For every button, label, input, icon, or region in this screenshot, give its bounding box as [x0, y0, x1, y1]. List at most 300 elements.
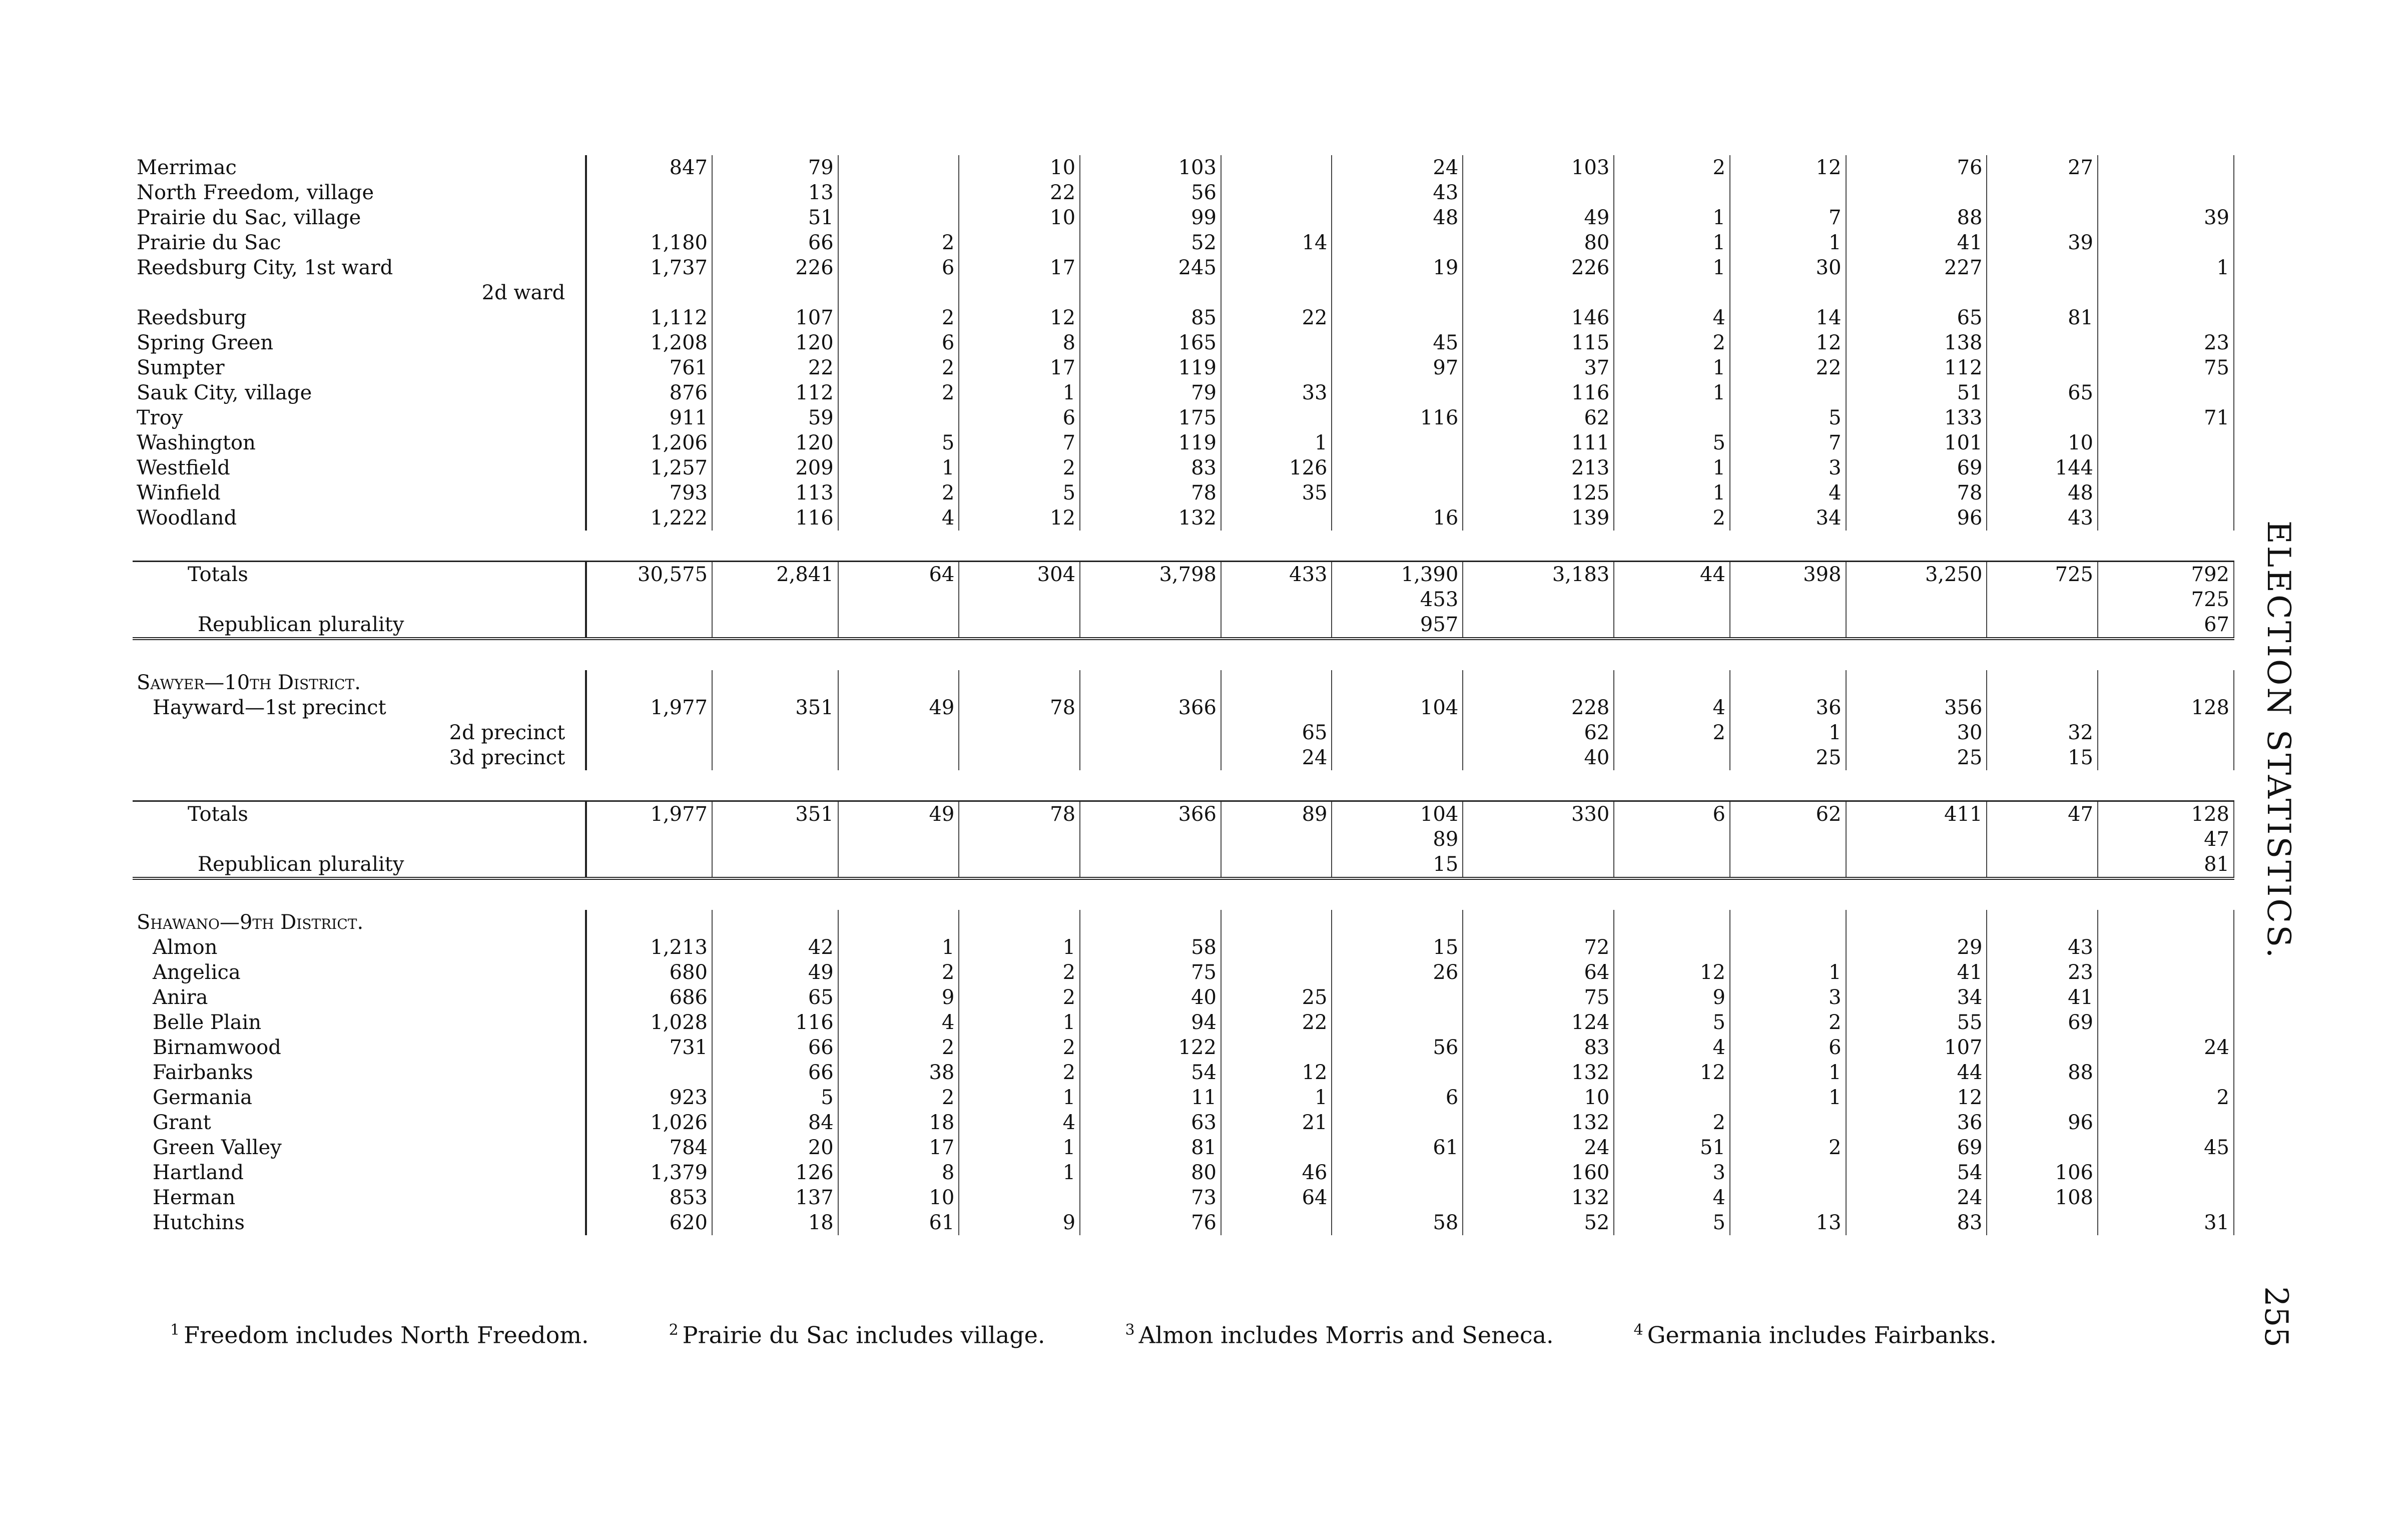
- vote-cell: [959, 852, 1080, 878]
- vote-cell: 52: [1080, 230, 1221, 255]
- vote-cell: 366: [1080, 801, 1221, 827]
- vote-cell: [2098, 985, 2234, 1010]
- vote-cell: [1730, 670, 1846, 695]
- vote-cell: [838, 612, 959, 639]
- vote-cell: 1: [1614, 480, 1730, 505]
- vote-cell: [2098, 505, 2234, 531]
- vote-cell: 2: [838, 305, 959, 330]
- row-label: Sauk City, village: [133, 380, 586, 405]
- vote-cell: 33: [1221, 380, 1332, 405]
- vote-cell: 12: [959, 305, 1080, 330]
- vote-cell: [1463, 180, 1614, 205]
- vote-cell: [1221, 405, 1332, 430]
- vote-cell: 88: [1846, 205, 1987, 230]
- vote-cell: [1730, 587, 1846, 612]
- vote-cell: [1987, 612, 2098, 639]
- vote-cell: 761: [586, 355, 712, 380]
- vote-cell: 75: [2098, 355, 2234, 380]
- vote-cell: 83: [1080, 455, 1221, 480]
- vote-cell: 35: [1221, 480, 1332, 505]
- vote-cell: [2098, 910, 2234, 935]
- vote-cell: 22: [1221, 305, 1332, 330]
- vote-cell: [1463, 587, 1614, 612]
- vote-cell: [1614, 852, 1730, 878]
- vote-cell: [1846, 852, 1987, 878]
- vote-cell: 47: [2098, 827, 2234, 852]
- vote-cell: [1463, 910, 1614, 935]
- vote-cell: 2: [959, 1060, 1080, 1085]
- vote-cell: 7: [1730, 205, 1846, 230]
- vote-cell: 228: [1463, 695, 1614, 720]
- vote-cell: 5: [959, 480, 1080, 505]
- vote-cell: 66: [712, 230, 838, 255]
- vote-cell: 24: [1332, 155, 1463, 180]
- vote-cell: [1080, 745, 1221, 770]
- vote-cell: [2098, 380, 2234, 405]
- vote-cell: 1: [1614, 355, 1730, 380]
- vote-cell: 38: [838, 1060, 959, 1085]
- vote-cell: 1: [1730, 960, 1846, 985]
- vote-cell: 75: [1463, 985, 1614, 1010]
- running-title: ELECTION STATISTICS.: [2260, 521, 2297, 960]
- vote-cell: [959, 280, 1080, 305]
- vote-cell: 85: [1080, 305, 1221, 330]
- vote-cell: 64: [1221, 1185, 1332, 1210]
- vote-cell: [586, 205, 712, 230]
- vote-cell: [1987, 405, 2098, 430]
- vote-cell: 116: [1463, 380, 1614, 405]
- footnote: [669, 1321, 1045, 1348]
- vote-cell: 29: [1846, 935, 1987, 960]
- vote-cell: 1: [1730, 1085, 1846, 1110]
- spacer-row: [133, 770, 2234, 801]
- row-label: Totals: [133, 562, 586, 588]
- vote-cell: 5: [1614, 1210, 1730, 1235]
- table-row: [133, 1185, 2234, 1210]
- vote-cell: 139: [1463, 505, 1614, 531]
- vote-cell: 144: [1987, 455, 2098, 480]
- vote-cell: 69: [1846, 1135, 1987, 1160]
- vote-cell: 146: [1463, 305, 1614, 330]
- vote-cell: 2: [838, 1085, 959, 1110]
- vote-cell: [1332, 1060, 1463, 1085]
- footnote: [170, 1321, 589, 1348]
- vote-cell: 132: [1463, 1185, 1614, 1210]
- vote-cell: 1: [2098, 255, 2234, 280]
- vote-cell: [2098, 305, 2234, 330]
- vote-cell: [712, 827, 838, 852]
- vote-cell: 1,379: [586, 1160, 712, 1185]
- spacer-row: [133, 639, 2234, 670]
- row-label: Anira: [133, 985, 586, 1010]
- vote-cell: 30,575: [586, 562, 712, 588]
- vote-cell: 356: [1846, 695, 1987, 720]
- vote-cell: 18: [712, 1210, 838, 1235]
- vote-cell: 5: [712, 1085, 838, 1110]
- vote-cell: [1730, 180, 1846, 205]
- vote-cell: 1,026: [586, 1110, 712, 1135]
- row-label: Reedsburg: [133, 305, 586, 330]
- row-label: Hayward—1st precinct: [133, 695, 586, 720]
- vote-cell: 58: [1332, 1210, 1463, 1235]
- vote-cell: 227: [1846, 255, 1987, 280]
- vote-cell: [1080, 612, 1221, 639]
- vote-cell: 680: [586, 960, 712, 985]
- vote-cell: 5: [838, 430, 959, 455]
- vote-cell: 24: [1846, 1185, 1987, 1210]
- table-row: [133, 305, 2234, 330]
- vote-cell: [1730, 1110, 1846, 1135]
- vote-cell: [1463, 670, 1614, 695]
- vote-cell: [838, 587, 959, 612]
- vote-cell: [1463, 852, 1614, 878]
- vote-cell: 25: [1846, 745, 1987, 770]
- vote-cell: 2: [2098, 1085, 2234, 1110]
- vote-cell: [1987, 280, 2098, 305]
- row-label: Sumpter: [133, 355, 586, 380]
- vote-cell: 120: [712, 430, 838, 455]
- vote-cell: 66: [712, 1035, 838, 1060]
- vote-cell: 51: [712, 205, 838, 230]
- vote-cell: [2098, 1160, 2234, 1185]
- vote-cell: [2098, 935, 2234, 960]
- vote-cell: [712, 745, 838, 770]
- vote-cell: 12: [1846, 1085, 1987, 1110]
- vote-cell: [1221, 695, 1332, 720]
- vote-cell: [1846, 670, 1987, 695]
- vote-cell: [1221, 255, 1332, 280]
- vote-cell: 83: [1846, 1210, 1987, 1235]
- row-label: Republican plurality: [133, 852, 586, 878]
- vote-cell: [1332, 1185, 1463, 1210]
- vote-cell: 1,213: [586, 935, 712, 960]
- spacer-cell: [133, 531, 2234, 562]
- vote-cell: [1987, 255, 2098, 280]
- vote-cell: 78: [959, 801, 1080, 827]
- vote-cell: 5: [1614, 430, 1730, 455]
- row-label: Merrimac: [133, 155, 586, 180]
- district-header-row: [133, 670, 2234, 695]
- vote-cell: 6: [1614, 801, 1730, 827]
- vote-cell: 1: [1730, 1060, 1846, 1085]
- vote-cell: 103: [1463, 155, 1614, 180]
- vote-cell: [2098, 480, 2234, 505]
- vote-cell: [1080, 587, 1221, 612]
- vote-cell: 25: [1730, 745, 1846, 770]
- vote-cell: 725: [1987, 562, 2098, 588]
- vote-cell: [1614, 910, 1730, 935]
- vote-cell: [1463, 612, 1614, 639]
- vote-cell: 119: [1080, 430, 1221, 455]
- vote-cell: 12: [1730, 155, 1846, 180]
- vote-cell: [838, 155, 959, 180]
- vote-cell: 112: [712, 380, 838, 405]
- vote-cell: 398: [1730, 562, 1846, 588]
- vote-cell: 923: [586, 1085, 712, 1110]
- row-label: Prairie du Sac: [133, 230, 586, 255]
- vote-cell: [586, 670, 712, 695]
- vote-cell: 9: [1614, 985, 1730, 1010]
- vote-cell: 1: [959, 380, 1080, 405]
- vote-cell: [1332, 1160, 1463, 1185]
- vote-cell: 1,222: [586, 505, 712, 531]
- vote-cell: 15: [1332, 852, 1463, 878]
- vote-cell: 46: [1221, 1160, 1332, 1185]
- district-name: Shawano—9th District.: [133, 910, 586, 935]
- vote-cell: 26: [1332, 960, 1463, 985]
- vote-cell: [1221, 1135, 1332, 1160]
- vote-cell: 116: [1332, 405, 1463, 430]
- district-name: Sawyer—10th District.: [133, 670, 586, 695]
- row-label: 2d precinct: [133, 720, 586, 745]
- vote-cell: [1730, 612, 1846, 639]
- vote-cell: 10: [959, 155, 1080, 180]
- vote-cell: 226: [712, 255, 838, 280]
- vote-cell: 8: [838, 1160, 959, 1185]
- vote-cell: 351: [712, 801, 838, 827]
- table-row: [133, 985, 2234, 1010]
- vote-cell: 1: [1614, 255, 1730, 280]
- vote-cell: 112: [1846, 355, 1987, 380]
- vote-cell: [838, 405, 959, 430]
- vote-cell: 47: [1987, 801, 2098, 827]
- vote-cell: [2098, 1060, 2234, 1085]
- vote-cell: 1,257: [586, 455, 712, 480]
- vote-cell: 731: [586, 1035, 712, 1060]
- vote-cell: 128: [2098, 801, 2234, 827]
- vote-cell: 1,028: [586, 1010, 712, 1035]
- vote-cell: 2: [838, 1035, 959, 1060]
- vote-cell: [1614, 180, 1730, 205]
- vote-cell: 15: [1332, 935, 1463, 960]
- vote-table: [133, 155, 2234, 1235]
- vote-cell: [1221, 910, 1332, 935]
- table-row: [133, 355, 2234, 380]
- vote-cell: [586, 612, 712, 639]
- spacer-cell: [133, 770, 2234, 801]
- vote-cell: [1221, 505, 1332, 531]
- vote-cell: 1: [1730, 230, 1846, 255]
- vote-cell: [2098, 670, 2234, 695]
- vote-cell: 1: [838, 935, 959, 960]
- table-row: [133, 1110, 2234, 1135]
- vote-cell: 12: [1221, 1060, 1332, 1085]
- vote-cell: 42: [712, 935, 838, 960]
- vote-cell: [838, 827, 959, 852]
- vote-cell: [1730, 1185, 1846, 1210]
- vote-cell: [1987, 910, 2098, 935]
- footnote-text: Freedom includes North Freedom.: [184, 1321, 589, 1349]
- vote-cell: 80: [1080, 1160, 1221, 1185]
- vote-cell: 5: [1614, 1010, 1730, 1035]
- vote-cell: [1987, 1210, 2098, 1235]
- vote-cell: 686: [586, 985, 712, 1010]
- table-row: [133, 205, 2234, 230]
- vote-cell: 725: [2098, 587, 2234, 612]
- footnote-mark: 2: [669, 1321, 679, 1339]
- vote-cell: [586, 827, 712, 852]
- vote-cell: 2: [959, 985, 1080, 1010]
- row-label: Republican plurality: [133, 612, 586, 639]
- spacer-row: [133, 531, 2234, 562]
- vote-cell: 1: [1221, 1085, 1332, 1110]
- vote-cell: [1614, 670, 1730, 695]
- vote-cell: 2: [959, 455, 1080, 480]
- spacer-row: [133, 878, 2234, 910]
- vote-cell: [586, 852, 712, 878]
- row-label: Hutchins: [133, 1210, 586, 1235]
- vote-cell: [712, 720, 838, 745]
- vote-cell: [586, 745, 712, 770]
- vote-cell: 2: [1614, 720, 1730, 745]
- vote-cell: 37: [1463, 355, 1614, 380]
- table-row: [133, 695, 2234, 720]
- row-label: Spring Green: [133, 330, 586, 355]
- vote-cell: [838, 745, 959, 770]
- vote-cell: [1730, 935, 1846, 960]
- vote-cell: 4: [1614, 695, 1730, 720]
- table-row: [133, 280, 2234, 305]
- vote-cell: 24: [1221, 745, 1332, 770]
- vote-cell: [838, 180, 959, 205]
- vote-cell: 89: [1221, 801, 1332, 827]
- vote-cell: 125: [1463, 480, 1614, 505]
- vote-cell: 16: [1332, 505, 1463, 531]
- vote-cell: 64: [838, 562, 959, 588]
- vote-cell: 80: [1463, 230, 1614, 255]
- table-row: [133, 720, 2234, 745]
- vote-cell: 75: [1080, 960, 1221, 985]
- row-label: [133, 587, 586, 612]
- vote-cell: [712, 587, 838, 612]
- vote-cell: [1987, 205, 2098, 230]
- vote-cell: 96: [1846, 505, 1987, 531]
- vote-cell: 433: [1221, 562, 1332, 588]
- row-label: North Freedom, village: [133, 180, 586, 205]
- vote-cell: [1987, 1035, 2098, 1060]
- vote-cell: 108: [1987, 1185, 2098, 1210]
- vote-cell: [1987, 1135, 2098, 1160]
- vote-cell: [838, 205, 959, 230]
- vote-cell: [1332, 985, 1463, 1010]
- vote-cell: 3,798: [1080, 562, 1221, 588]
- vote-cell: [1221, 180, 1332, 205]
- row-label: Washington: [133, 430, 586, 455]
- vote-cell: 209: [712, 455, 838, 480]
- vote-cell: 65: [1987, 380, 2098, 405]
- totals-row: [133, 827, 2234, 852]
- vote-cell: 304: [959, 562, 1080, 588]
- vote-cell: [1332, 280, 1463, 305]
- vote-cell: 59: [712, 405, 838, 430]
- vote-cell: [1080, 280, 1221, 305]
- footnote-mark: 1: [170, 1321, 180, 1339]
- vote-table-body: [133, 155, 2234, 1235]
- vote-cell: [1614, 280, 1730, 305]
- footnote: [1634, 1321, 1997, 1348]
- vote-cell: [1614, 612, 1730, 639]
- vote-cell: 65: [1221, 720, 1332, 745]
- vote-cell: [1614, 587, 1730, 612]
- vote-cell: 411: [1846, 801, 1987, 827]
- vote-cell: [1614, 935, 1730, 960]
- vote-cell: 2: [1730, 1135, 1846, 1160]
- table-row: [133, 1035, 2234, 1060]
- vote-cell: 22: [712, 355, 838, 380]
- vote-cell: 20: [712, 1135, 838, 1160]
- spacer-cell: [133, 878, 2234, 910]
- vote-cell: 61: [1332, 1135, 1463, 1160]
- vote-cell: [1846, 910, 1987, 935]
- vote-cell: 12: [1614, 1060, 1730, 1085]
- vote-cell: [1987, 330, 2098, 355]
- vote-cell: 51: [1614, 1135, 1730, 1160]
- row-label: Germania: [133, 1085, 586, 1110]
- row-label: Winfield: [133, 480, 586, 505]
- vote-cell: 62: [1463, 405, 1614, 430]
- vote-cell: [712, 612, 838, 639]
- totals-row: [133, 587, 2234, 612]
- vote-cell: 40: [1463, 745, 1614, 770]
- vote-cell: [1614, 745, 1730, 770]
- vote-cell: 107: [1846, 1035, 1987, 1060]
- vote-cell: 116: [712, 505, 838, 531]
- footnote-text: Almon includes Morris and Seneca.: [1138, 1321, 1554, 1349]
- vote-cell: [2098, 455, 2234, 480]
- vote-cell: [1221, 960, 1332, 985]
- vote-cell: [2098, 180, 2234, 205]
- vote-cell: [712, 910, 838, 935]
- table-row: [133, 960, 2234, 985]
- vote-cell: 72: [1463, 935, 1614, 960]
- totals-row: [133, 801, 2234, 827]
- vote-cell: 6: [1332, 1085, 1463, 1110]
- vote-cell: 3: [1730, 455, 1846, 480]
- vote-cell: 10: [838, 1185, 959, 1210]
- vote-cell: 63: [1080, 1110, 1221, 1135]
- vote-cell: 34: [1730, 505, 1846, 531]
- vote-cell: 43: [1987, 505, 2098, 531]
- vote-cell: 107: [712, 305, 838, 330]
- vote-cell: 52: [1463, 1210, 1614, 1235]
- vote-cell: 44: [1846, 1060, 1987, 1085]
- row-label: Grant: [133, 1110, 586, 1135]
- row-label: Prairie du Sac, village: [133, 205, 586, 230]
- vote-cell: 122: [1080, 1035, 1221, 1060]
- vote-cell: 54: [1846, 1160, 1987, 1185]
- vote-cell: 1,737: [586, 255, 712, 280]
- vote-cell: 62: [1730, 801, 1846, 827]
- vote-cell: 3,250: [1846, 562, 1987, 588]
- vote-cell: 49: [838, 695, 959, 720]
- table-row: [133, 455, 2234, 480]
- vote-cell: 99: [1080, 205, 1221, 230]
- vote-cell: 30: [1846, 720, 1987, 745]
- vote-cell: [1221, 852, 1332, 878]
- table-row: [133, 155, 2234, 180]
- vote-cell: [1846, 612, 1987, 639]
- row-label: Totals: [133, 801, 586, 827]
- vote-cell: 1,112: [586, 305, 712, 330]
- vote-cell: 1: [1730, 720, 1846, 745]
- vote-cell: 41: [1846, 230, 1987, 255]
- vote-cell: [1221, 280, 1332, 305]
- vote-cell: [838, 280, 959, 305]
- vote-cell: 94: [1080, 1010, 1221, 1035]
- vote-cell: 9: [959, 1210, 1080, 1235]
- vote-cell: 2,841: [712, 562, 838, 588]
- vote-cell: 4: [1614, 1035, 1730, 1060]
